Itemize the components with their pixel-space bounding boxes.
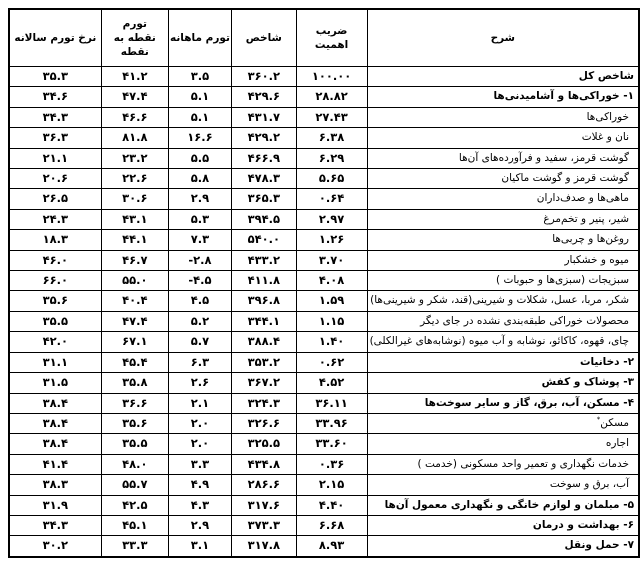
row-label: میوه و خشکبار (367, 250, 639, 270)
cell-index: ۳۸۸.۴ (231, 332, 296, 352)
cell-monthly: ۵.۷ (168, 332, 231, 352)
row-label: ۶- بهداشت و درمان (367, 515, 639, 535)
table-row (9, 413, 639, 433)
cell-monthly: ۲.۱ (168, 393, 231, 413)
cell-monthly: ۵.۵ (168, 148, 231, 168)
cell-index: ۳۲۵.۵ (231, 434, 296, 454)
cell-p2p: ۵۵.۷ (101, 475, 168, 495)
cell-monthly: ۵.۱ (168, 87, 231, 107)
table-row (9, 271, 639, 291)
cell-p2p: ۶۷.۱ (101, 332, 168, 352)
cell-weight: ۴.۰۸ (296, 271, 367, 291)
cell-annual: ۳۶.۳ (9, 128, 101, 148)
cell-p2p: ۵۵.۰ (101, 271, 168, 291)
col-header-desc: شرح (367, 9, 639, 67)
cell-annual: ۲۱.۱ (9, 148, 101, 168)
cell-p2p: ۳۵.۸ (101, 373, 168, 393)
cell-annual: ۳۱.۵ (9, 373, 101, 393)
cell-monthly: ۲.۶ (168, 373, 231, 393)
cell-monthly: ۴.۹ (168, 475, 231, 495)
cell-weight: ۳۳.۶۰ (296, 434, 367, 454)
cell-monthly: ۵.۱ (168, 107, 231, 127)
cell-annual: ۶۶.۰ (9, 271, 101, 291)
cell-weight: ۰.۳۶ (296, 454, 367, 474)
cell-index: ۳۶۷.۲ (231, 373, 296, 393)
cell-annual: ۲۰.۶ (9, 169, 101, 189)
table-row (9, 291, 639, 311)
row-label: ۳- پوشاک و کفش (367, 373, 639, 393)
cell-annual: ۳۵.۳ (9, 67, 101, 87)
cell-index: ۳۶۵.۳ (231, 189, 296, 209)
cell-annual: ۴۱.۴ (9, 454, 101, 474)
cell-weight: ۶.۳۸ (296, 128, 367, 148)
cell-annual: ۱۸.۳ (9, 230, 101, 250)
cell-index: ۵۴۰.۰ (231, 230, 296, 250)
cell-index: ۴۶۶.۹ (231, 148, 296, 168)
row-label: ماهی‌ها و صدف‌داران (367, 189, 639, 209)
cell-weight: ۱.۲۶ (296, 230, 367, 250)
cell-index: ۴۳۳.۲ (231, 250, 296, 270)
cell-monthly: ۷.۳ (168, 230, 231, 250)
cell-annual: ۳۸.۴ (9, 413, 101, 433)
row-label: شیر، پنیر و تخم‌مرغ (367, 209, 639, 229)
cell-index: ۳۵۳.۲ (231, 352, 296, 372)
row-label: نان و غلات (367, 128, 639, 148)
table-row (9, 67, 639, 87)
cell-index: ۴۷۸.۳ (231, 169, 296, 189)
cell-p2p: ۴۳.۱ (101, 209, 168, 229)
table-row (9, 230, 639, 250)
table-row (9, 536, 639, 557)
col-header-monthly: تورم ماهانه (168, 9, 231, 67)
cell-annual: ۴۲.۰ (9, 332, 101, 352)
cell-p2p: ۴۱.۲ (101, 67, 168, 87)
cell-weight: ۳۳.۹۶ (296, 413, 367, 433)
table-row (9, 311, 639, 331)
row-label: گوشت قرمز، سفید و فرآورده‌های آن‌ها (367, 148, 639, 168)
cell-weight: ۱.۴۰ (296, 332, 367, 352)
cell-monthly: ۵.۳ (168, 209, 231, 229)
cell-monthly: ۱۶.۶ (168, 128, 231, 148)
cell-annual: ۲۶.۵ (9, 189, 101, 209)
cell-weight: ۶.۶۸ (296, 515, 367, 535)
table-row (9, 373, 639, 393)
cell-index: ۳۱۷.۶ (231, 495, 296, 515)
cell-weight: ۵.۶۵ (296, 169, 367, 189)
cell-monthly: ۳.۵ (168, 67, 231, 87)
cell-monthly: ۵.۸ (168, 169, 231, 189)
cell-monthly: ۶.۳ (168, 352, 231, 372)
table-row (9, 148, 639, 168)
cell-monthly: ۳.۱ (168, 536, 231, 557)
cell-p2p: ۳۰.۶ (101, 189, 168, 209)
cell-annual: ۲۴.۳ (9, 209, 101, 229)
row-label: ۱- خوراکی‌ها و آشامیدنی‌ها (367, 87, 639, 107)
cell-monthly: ۴.۳ (168, 495, 231, 515)
cell-p2p: ۳۶.۶ (101, 393, 168, 413)
table-row (9, 87, 639, 107)
table-row (9, 495, 639, 515)
row-label: خوراکی‌ها (367, 107, 639, 127)
cell-monthly: ۴.۵ (168, 291, 231, 311)
cell-weight: ۰.۶۴ (296, 189, 367, 209)
cell-annual: ۳۸.۳ (9, 475, 101, 495)
cell-annual: ۴۶.۰ (9, 250, 101, 270)
row-label: شکر، مربا، عسل، شکلات و شیرینی(قند، شکر و شیرینی‌ها) (367, 291, 639, 311)
cell-annual: ۳۴.۳ (9, 107, 101, 127)
cell-p2p: ۴۵.۱ (101, 515, 168, 535)
cell-index: ۴۲۹.۲ (231, 128, 296, 148)
cell-p2p: ۳۳.۳ (101, 536, 168, 557)
cell-annual: ۳۸.۴ (9, 393, 101, 413)
cell-monthly: ۲.۰ (168, 434, 231, 454)
row-label: مسکن* (367, 413, 639, 433)
cell-annual: ۳۵.۶ (9, 291, 101, 311)
footnote-marker: * (596, 415, 601, 424)
cell-monthly: -۲.۸ (168, 250, 231, 270)
row-label: سبزیجات (سبزی‌ها و حبوبات ) (367, 271, 639, 291)
row-label: چای، قهوه، کاکائو، نوشابه و آب میوه (نوشابه‌های غیرالکلی) (367, 332, 639, 352)
cpi-table (8, 8, 640, 558)
cell-weight: ۸.۹۳ (296, 536, 367, 557)
table-row (9, 475, 639, 495)
table-row (9, 352, 639, 372)
cell-weight: ۳.۷۰ (296, 250, 367, 270)
table-row (9, 434, 639, 454)
cell-p2p: ۳۵.۶ (101, 413, 168, 433)
cell-monthly: ۳.۳ (168, 454, 231, 474)
table-row (9, 209, 639, 229)
cell-annual: ۳۴.۶ (9, 87, 101, 107)
cell-p2p: ۲۳.۲ (101, 148, 168, 168)
cell-weight: ۲.۹۷ (296, 209, 367, 229)
cell-weight: ۶.۲۹ (296, 148, 367, 168)
table-row (9, 169, 639, 189)
cell-monthly: ۵.۲ (168, 311, 231, 331)
table-body (9, 67, 639, 557)
cell-annual: ۳۵.۵ (9, 311, 101, 331)
cell-annual: ۳۴.۳ (9, 515, 101, 535)
table-row (9, 332, 639, 352)
col-header-p2p: تورم نقطه به نقطه (101, 9, 168, 67)
cell-weight: ۰.۶۲ (296, 352, 367, 372)
cell-weight: ۴.۴۰ (296, 495, 367, 515)
cell-index: ۳۷۳.۳ (231, 515, 296, 535)
cell-weight: ۴.۵۲ (296, 373, 367, 393)
row-label: آب، برق و سوخت (367, 475, 639, 495)
cell-monthly: ۲.۹ (168, 515, 231, 535)
table-row (9, 189, 639, 209)
row-label: گوشت قرمز و گوشت ماکیان (367, 169, 639, 189)
table-row (9, 128, 639, 148)
col-header-annual: نرخ تورم سالانه (9, 9, 101, 67)
cell-index: ۴۱۱.۸ (231, 271, 296, 291)
cell-weight: ۱.۵۹ (296, 291, 367, 311)
cell-p2p: ۴۶.۶ (101, 107, 168, 127)
cell-annual: ۳۱.۱ (9, 352, 101, 372)
cell-annual: ۳۸.۴ (9, 434, 101, 454)
cell-annual: ۳۰.۲ (9, 536, 101, 557)
table-row (9, 515, 639, 535)
cell-monthly: -۴.۵ (168, 271, 231, 291)
cell-index: ۳۹۴.۵ (231, 209, 296, 229)
cell-index: ۳۲۶.۶ (231, 413, 296, 433)
cell-weight: ۱.۱۵ (296, 311, 367, 331)
cell-monthly: ۲.۰ (168, 413, 231, 433)
col-header-weight: ضریب اهمیت (296, 9, 367, 67)
cell-p2p: ۴۷.۴ (101, 87, 168, 107)
cell-p2p: ۴۰.۴ (101, 291, 168, 311)
table-row (9, 393, 639, 413)
cell-weight: ۱۰۰.۰۰ (296, 67, 367, 87)
table-row (9, 250, 639, 270)
cell-p2p: ۴۸.۰ (101, 454, 168, 474)
col-header-index: شاخص (231, 9, 296, 67)
cell-p2p: ۴۲.۵ (101, 495, 168, 515)
cell-p2p: ۴۷.۴ (101, 311, 168, 331)
row-label: ۵- مبلمان و لوازم خانگی و نگهداری معمول آن‌ها (367, 495, 639, 515)
row-label: شاخص کل (367, 67, 639, 87)
cell-p2p: ۴۴.۱ (101, 230, 168, 250)
row-label: اجاره (367, 434, 639, 454)
cell-p2p: ۳۵.۵ (101, 434, 168, 454)
cell-annual: ۳۱.۹ (9, 495, 101, 515)
cell-weight: ۲۸.۸۲ (296, 87, 367, 107)
cell-index: ۴۳۴.۸ (231, 454, 296, 474)
cell-p2p: ۸۱.۸ (101, 128, 168, 148)
cell-weight: ۳۶.۱۱ (296, 393, 367, 413)
cell-weight: ۲.۱۵ (296, 475, 367, 495)
cell-weight: ۲۷.۴۳ (296, 107, 367, 127)
cell-index: ۲۸۶.۶ (231, 475, 296, 495)
cell-p2p: ۴۵.۴ (101, 352, 168, 372)
row-label: ۲- دخانیات (367, 352, 639, 372)
row-label: محصولات خوراکی طبقه‌بندی نشده در جای دیگر (367, 311, 639, 331)
cell-p2p: ۴۶.۷ (101, 250, 168, 270)
table-row (9, 107, 639, 127)
cell-monthly: ۲.۹ (168, 189, 231, 209)
cell-index: ۳۲۴.۳ (231, 393, 296, 413)
table-row (9, 454, 639, 474)
cell-index: ۳۴۴.۱ (231, 311, 296, 331)
cell-index: ۳۹۶.۸ (231, 291, 296, 311)
cell-index: ۳۶۰.۲ (231, 67, 296, 87)
header-row (9, 9, 639, 67)
row-label: خدمات نگهداری و تعمیر واحد مسکونی (خدمت ) (367, 454, 639, 474)
cell-p2p: ۲۲.۶ (101, 169, 168, 189)
row-label: ۴- مسکن، آب، برق، گاز و سایر سوخت‌ها (367, 393, 639, 413)
cell-index: ۴۳۱.۷ (231, 107, 296, 127)
cell-index: ۳۱۷.۸ (231, 536, 296, 557)
row-label: ۷- حمل ونقل (367, 536, 639, 557)
cell-index: ۴۲۹.۶ (231, 87, 296, 107)
report-page (0, 8, 640, 567)
row-label: روغن‌ها و چربی‌ها (367, 230, 639, 250)
